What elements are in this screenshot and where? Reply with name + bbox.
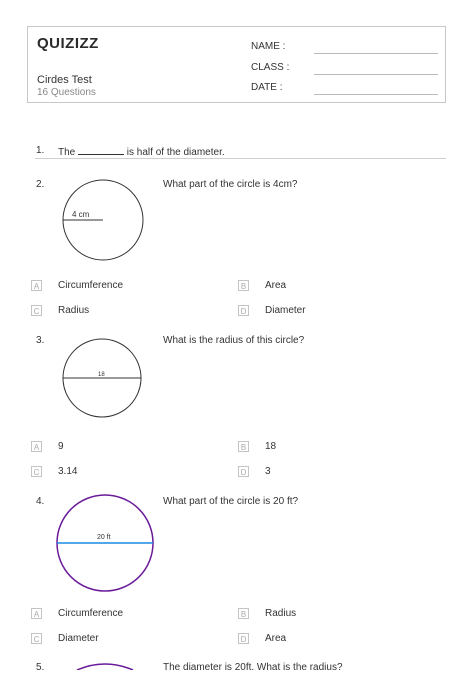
figure-label: 4 cm [72,210,90,219]
option-b-box[interactable]: B [238,441,249,452]
class-field[interactable] [314,74,438,75]
quizizz-logo: QUIZIZZ [37,35,99,52]
option-a-box[interactable]: A [31,441,42,452]
option-a-box[interactable]: A [31,608,42,619]
date-label: DATE : [251,82,283,93]
worksheet-header [27,26,446,103]
option-c-text: 3.14 [58,466,78,477]
option-c-box[interactable]: C [31,466,42,477]
option-d-text: Diameter [265,305,306,316]
option-d-box[interactable]: D [238,466,249,477]
question-text: What part of the circle is 4cm? [163,179,298,190]
option-d-text: 3 [265,466,271,477]
option-d-box[interactable]: D [238,305,249,316]
divider [35,158,446,159]
circle-figure-radius [58,176,148,266]
option-d-box[interactable]: D [238,633,249,644]
option-b-text: Radius [265,608,297,619]
test-title: Cirdes Test [37,74,92,86]
question-number: 5. [36,662,45,673]
circle-outline [77,664,133,670]
option-a-text: Circumference [58,280,124,291]
question-text-end: is half of the diameter. [126,147,225,158]
figure-label: 20 ft [97,534,111,541]
option-c-box[interactable]: C [31,633,42,644]
option-c-box[interactable]: C [31,305,42,316]
question-count: 16 Questions [37,87,96,98]
option-a-text: Circumference [58,608,124,619]
option-b-box[interactable]: B [238,608,249,619]
circle-figure-diameter [60,336,146,422]
answer-blank[interactable] [78,145,124,155]
question-text [58,145,225,158]
option-b-text: 18 [265,441,277,452]
option-a-box[interactable]: A [31,280,42,291]
option-a-text: 9 [58,441,64,452]
question-text: The diameter is 20ft. What is the radius? [163,662,343,673]
option-b-box[interactable]: B [238,280,249,291]
question-text-start: The [58,147,76,158]
option-c-text: Radius [58,305,90,316]
date-field[interactable] [314,94,438,95]
option-c-text: Diameter [58,633,99,644]
question-number: 3. [36,335,45,346]
class-label: CLASS : [251,62,290,73]
question-number: 1. [36,145,45,156]
option-d-text: Area [265,633,287,644]
circle-figure-diameter-colored [55,492,155,594]
question-number: 4. [36,496,45,507]
question-number: 2. [36,179,45,190]
name-field[interactable] [314,53,438,54]
question-text: What is the radius of this circle? [163,335,305,346]
circle-figure-partial [75,660,135,670]
option-b-text: Area [265,280,287,291]
name-label: NAME : [251,41,286,52]
question-text: What part of the circle is 20 ft? [163,496,299,507]
figure-label: 18 [98,372,105,378]
